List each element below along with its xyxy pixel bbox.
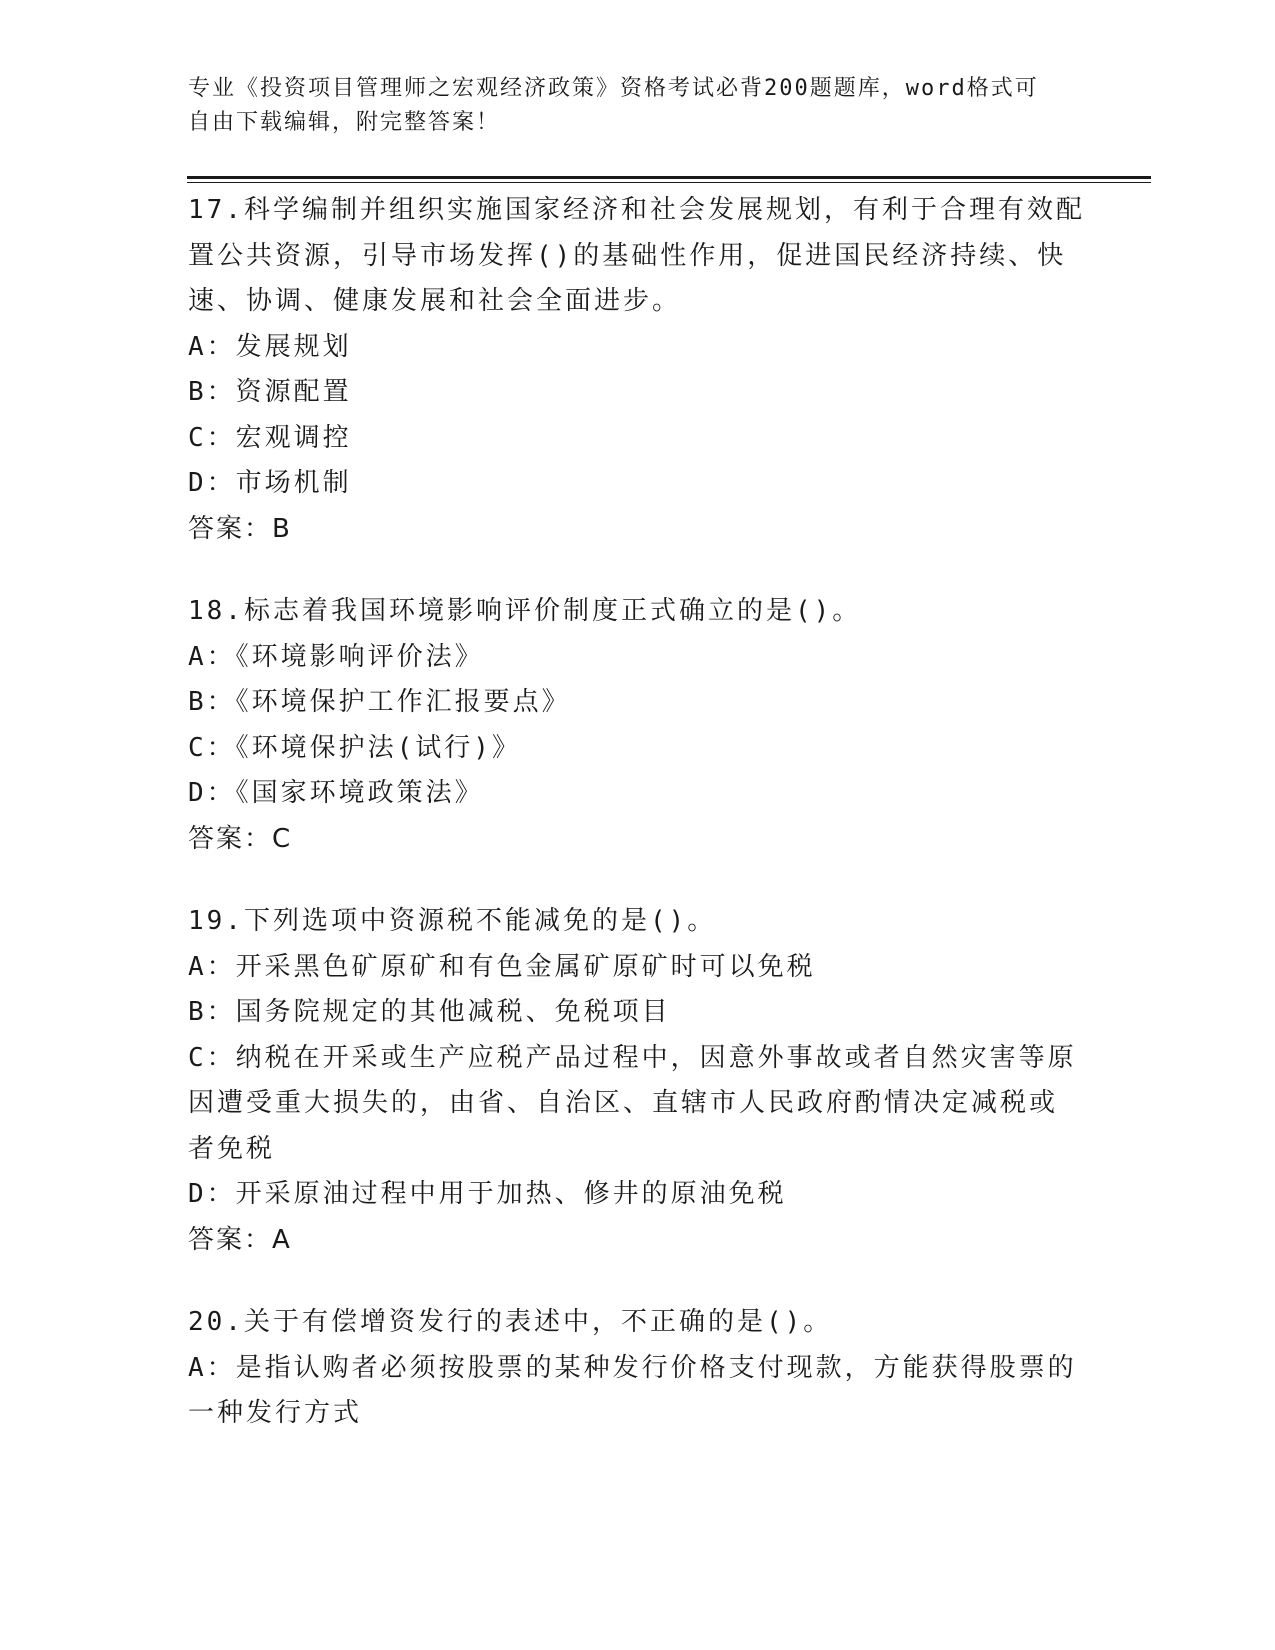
answer-option-line: 一种发行方式: [188, 1398, 363, 1428]
header-rule-thin: [187, 182, 1151, 183]
header-rule-thick: [187, 176, 1151, 179]
answer-option-line: A：是指认购者必须按股票的某种发行价格支付现款，方能获得股票的: [188, 1352, 1077, 1383]
question-stem-line: 17.科学编制并组织实施国家经济和社会发展规划，有利于合理有效配: [188, 195, 1085, 225]
answer-key: 答案：B: [188, 513, 292, 544]
answer-option-line: B：资源配置: [188, 377, 352, 407]
answer-option-line: D：市场机制: [188, 468, 352, 498]
answer-key: 答案：C: [188, 823, 293, 854]
question-stem-line: 速、协调、健康发展和社会全面进步。: [188, 286, 682, 316]
answer-option-line: D：《国家环境政策法》: [188, 778, 484, 808]
answer-option-line: D：开采原油过程中用于加热、修井的原油免税: [188, 1179, 787, 1209]
question-stem-line: 18.标志着我国环境影响评价制度正式确立的是()。: [188, 596, 862, 626]
answer-option-line: B：国务院规定的其他减税、免税项目: [188, 997, 671, 1027]
question-list: [188, 188, 1088, 1474]
question-stem-line: 20.关于有偿增资发行的表述中，不正确的是()。: [188, 1307, 833, 1337]
question-block: [188, 1300, 1088, 1437]
question-stem-line: 置公共资源，引导市场发挥()的基础性作用，促进国民经济持续、快: [188, 240, 1067, 271]
document-header: [188, 72, 1068, 140]
answer-option-line: A：《环境影响评价法》: [188, 641, 484, 672]
answer-option-line: A：开采黑色矿原矿和有色金属矿原矿时可以免税: [188, 951, 816, 982]
answer-option-line: 因遭受重大损失的，由省、自治区、直辖市人民政府酌情决定减税或: [188, 1088, 1059, 1118]
answer-option-line: B：《环境保护工作汇报要点》: [188, 687, 571, 717]
answer-option-line: C：宏观调控: [188, 422, 352, 453]
answer-option-line: C：《环境保护法(试行)》: [188, 732, 521, 763]
header-line-1: 专业《投资项目管理师之宏观经济政策》资格考试必背200题题库，word格式可: [188, 76, 1039, 101]
answer-option-line: A：发展规划: [188, 331, 352, 362]
question-block: [188, 589, 1088, 862]
question-block: [188, 188, 1088, 552]
answer-option-line: C：纳税在开采或生产应税产品过程中，因意外事故或者自然灾害等原: [188, 1042, 1077, 1073]
question-block: [188, 899, 1088, 1263]
answer-option-line: 者免税: [188, 1133, 276, 1164]
answer-key: 答案：A: [188, 1224, 292, 1255]
question-stem-line: 19.下列选项中资源税不能减免的是()。: [188, 906, 717, 936]
header-line-2: 自由下载编辑，附完整答案！: [188, 110, 501, 135]
